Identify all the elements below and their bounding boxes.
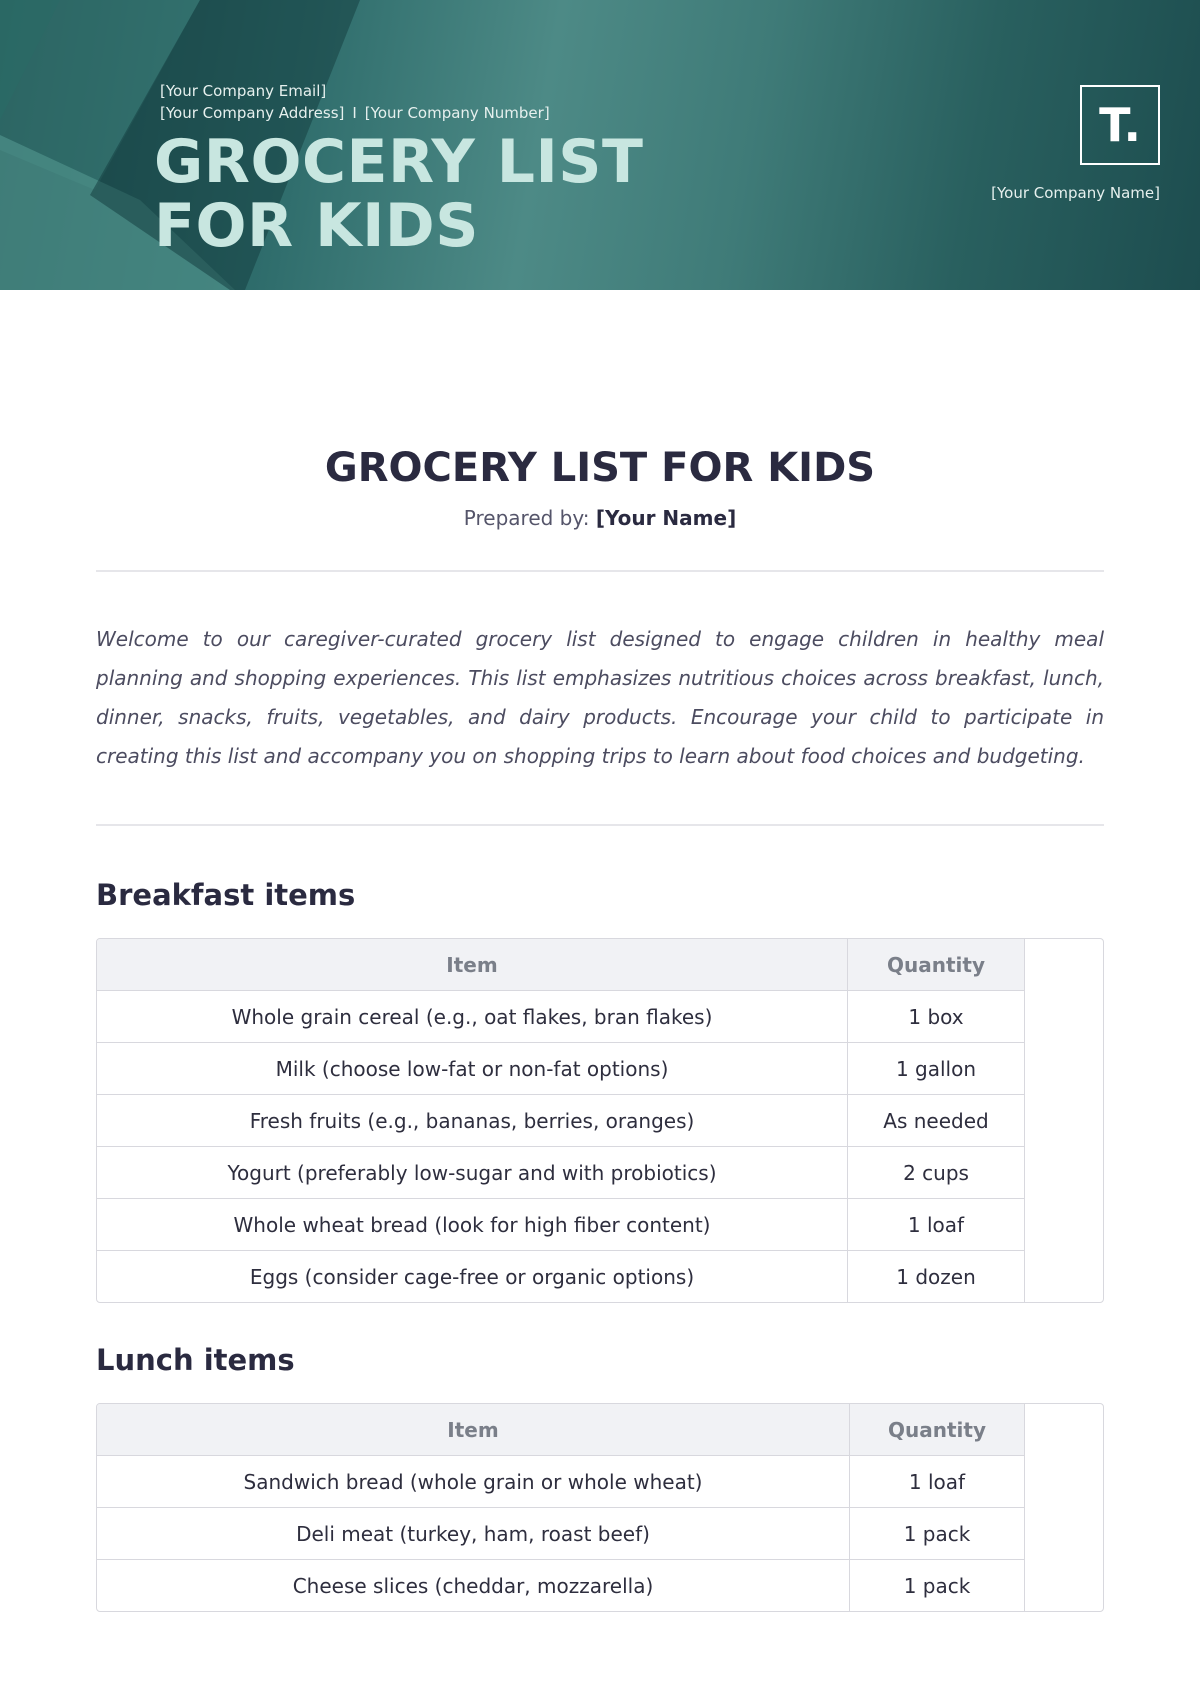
item-cell: Sandwich bread (whole grain or whole wheat) bbox=[97, 1456, 850, 1508]
breakfast-table bbox=[97, 939, 1025, 1302]
quantity-cell: 2 cups bbox=[848, 1147, 1025, 1199]
company-address-line bbox=[160, 102, 550, 124]
company-name: [Your Company Name] bbox=[991, 184, 1160, 202]
quantity-cell: As needed bbox=[848, 1095, 1025, 1147]
column-header-item: Item bbox=[97, 939, 848, 991]
item-cell: Cheese slices (cheddar, mozzarella) bbox=[97, 1560, 850, 1612]
lunch-table-container bbox=[96, 1403, 1104, 1612]
column-header-quantity: Quantity bbox=[850, 1404, 1025, 1456]
lunch-table bbox=[97, 1404, 1025, 1611]
banner-title bbox=[154, 127, 774, 261]
banner-title-line1: GROCERY LIST bbox=[154, 127, 644, 197]
quantity-cell: 1 loaf bbox=[850, 1456, 1025, 1508]
company-address: [Your Company Address] bbox=[160, 104, 345, 122]
prepared-label: Prepared by: bbox=[463, 506, 590, 530]
item-cell: Fresh fruits (e.g., bananas, berries, oranges) bbox=[97, 1095, 848, 1147]
quantity-cell: 1 dozen bbox=[848, 1251, 1025, 1303]
table-row bbox=[97, 1251, 1025, 1303]
table-row bbox=[97, 991, 1025, 1043]
breakfast-table-container bbox=[96, 938, 1104, 1303]
document-title: GROCERY LIST FOR KIDS bbox=[324, 445, 876, 491]
column-header-item: Item bbox=[97, 1404, 850, 1456]
table-row bbox=[97, 1456, 1025, 1508]
quantity-cell: 1 box bbox=[848, 991, 1025, 1043]
company-number: [Your Company Number] bbox=[364, 104, 550, 122]
table-row bbox=[97, 1199, 1025, 1251]
prepared-by bbox=[96, 506, 1104, 530]
table-header-row bbox=[97, 939, 1025, 991]
item-cell: Eggs (consider cage-free or organic options) bbox=[97, 1251, 848, 1303]
prepared-name: [Your Name] bbox=[595, 506, 737, 530]
banner-title-line2: FOR KIDS bbox=[154, 191, 479, 261]
company-contact-info bbox=[160, 80, 550, 124]
intro-paragraph: Welcome to our caregiver-curated grocery list designed to engage children in healthy meal planning and shopping experiences. This list emphasizes nutritious choices across breakfast, lunch, dinner, snacks, fruits, vegetables, and dairy products. Encourage your child to participate in creating this list and accompany you on shopping trips to learn about food choices and budgeting. bbox=[96, 627, 1104, 768]
item-cell: Yogurt (preferably low-sugar and with probiotics) bbox=[97, 1147, 848, 1199]
company-email: [Your Company Email] bbox=[160, 82, 327, 100]
divider bbox=[96, 824, 1104, 826]
table-row bbox=[97, 1043, 1025, 1095]
item-cell: Whole wheat bread (look for high fiber content) bbox=[97, 1199, 848, 1251]
table-row bbox=[97, 1095, 1025, 1147]
table-header-row bbox=[97, 1404, 1025, 1456]
separator: I bbox=[352, 104, 357, 122]
logo-text: T. bbox=[1099, 98, 1141, 152]
document-body bbox=[96, 440, 1104, 1612]
item-cell: Whole grain cereal (e.g., oat flakes, bran flakes) bbox=[97, 991, 848, 1043]
header-banner bbox=[0, 0, 1200, 290]
table-row bbox=[97, 1147, 1025, 1199]
quantity-cell: 1 pack bbox=[850, 1560, 1025, 1612]
quantity-cell: 1 gallon bbox=[848, 1043, 1025, 1095]
quantity-cell: 1 pack bbox=[850, 1508, 1025, 1560]
table-row bbox=[97, 1508, 1025, 1560]
section-heading-lunch: Lunch items bbox=[96, 1343, 295, 1377]
company-logo bbox=[1080, 85, 1160, 165]
divider bbox=[96, 570, 1104, 572]
table-row bbox=[97, 1560, 1025, 1612]
quantity-cell: 1 loaf bbox=[848, 1199, 1025, 1251]
item-cell: Milk (choose low-fat or non-fat options) bbox=[97, 1043, 848, 1095]
item-cell: Deli meat (turkey, ham, roast beef) bbox=[97, 1508, 850, 1560]
section-heading-breakfast: Breakfast items bbox=[96, 878, 356, 912]
column-header-quantity: Quantity bbox=[848, 939, 1025, 991]
